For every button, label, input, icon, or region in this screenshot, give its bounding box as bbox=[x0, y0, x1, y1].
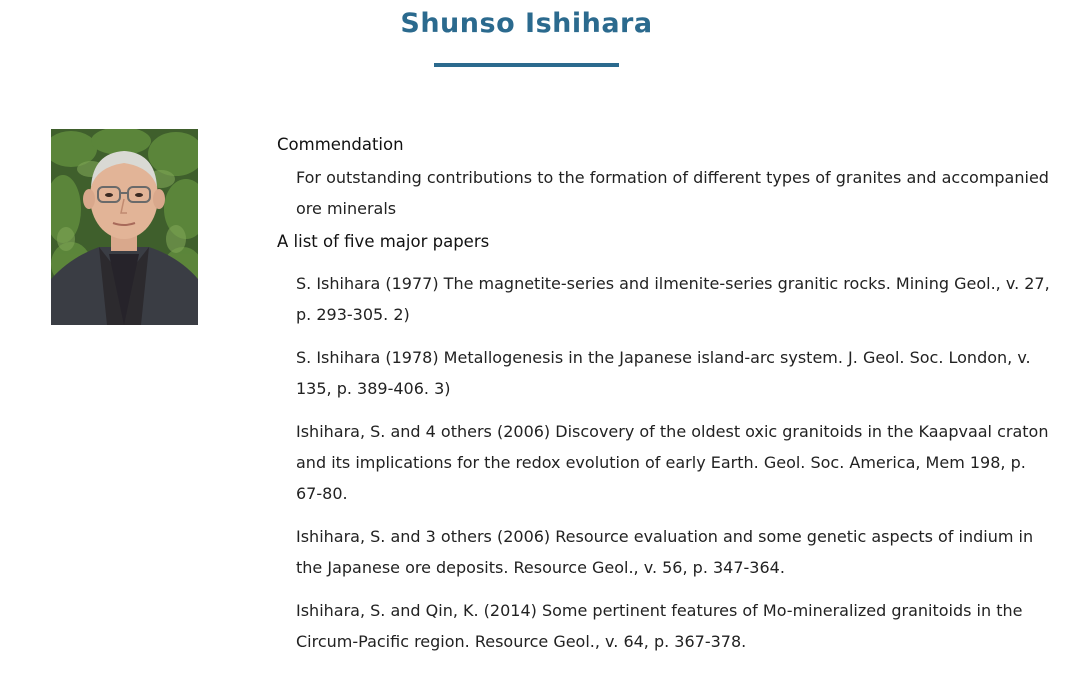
title-underline bbox=[434, 63, 619, 67]
commendation-heading: Commendation bbox=[277, 135, 404, 154]
content-area bbox=[277, 130, 1057, 669]
paper-item: S. Ishihara (1978) Metallogenesis in the Japanese island-arc system. J. Geol. Soc. London, v. 135, p. 389-406. 3) bbox=[296, 348, 1031, 398]
paper-item: S. Ishihara (1977) The magnetite-series and ilmenite-series granitic rocks. Mining Geol., v. 27, p. 293-305. 2) bbox=[296, 274, 1050, 324]
papers-heading: A list of five major papers bbox=[277, 232, 490, 251]
commendation-text: For outstanding contributions to the formation of different types of granites and accompanied ore minerals bbox=[296, 168, 1049, 218]
papers-list bbox=[277, 268, 1057, 657]
paper-item: Ishihara, S. and 3 others (2006) Resource evaluation and some genetic aspects of indium in the Japanese ore deposits. Resource Geol., v. 56, p. 347-364. bbox=[296, 527, 1034, 577]
portrait-photo bbox=[51, 129, 198, 325]
page-title: Shunso Ishihara bbox=[400, 8, 653, 39]
paper-item: Ishihara, S. and Qin, K. (2014) Some pertinent features of Mo-mineralized granitoids in the Circum-Pacific region. Resource Geol., v. 64, p. 367-378. bbox=[296, 601, 1023, 651]
paper-item: Ishihara, S. and 4 others (2006) Discovery of the oldest oxic granitoids in the Kaapvaal craton and its implications for the redox evolution of early Earth. Geol. Soc. America, Mem 198, p. 67-80. bbox=[296, 422, 1049, 503]
